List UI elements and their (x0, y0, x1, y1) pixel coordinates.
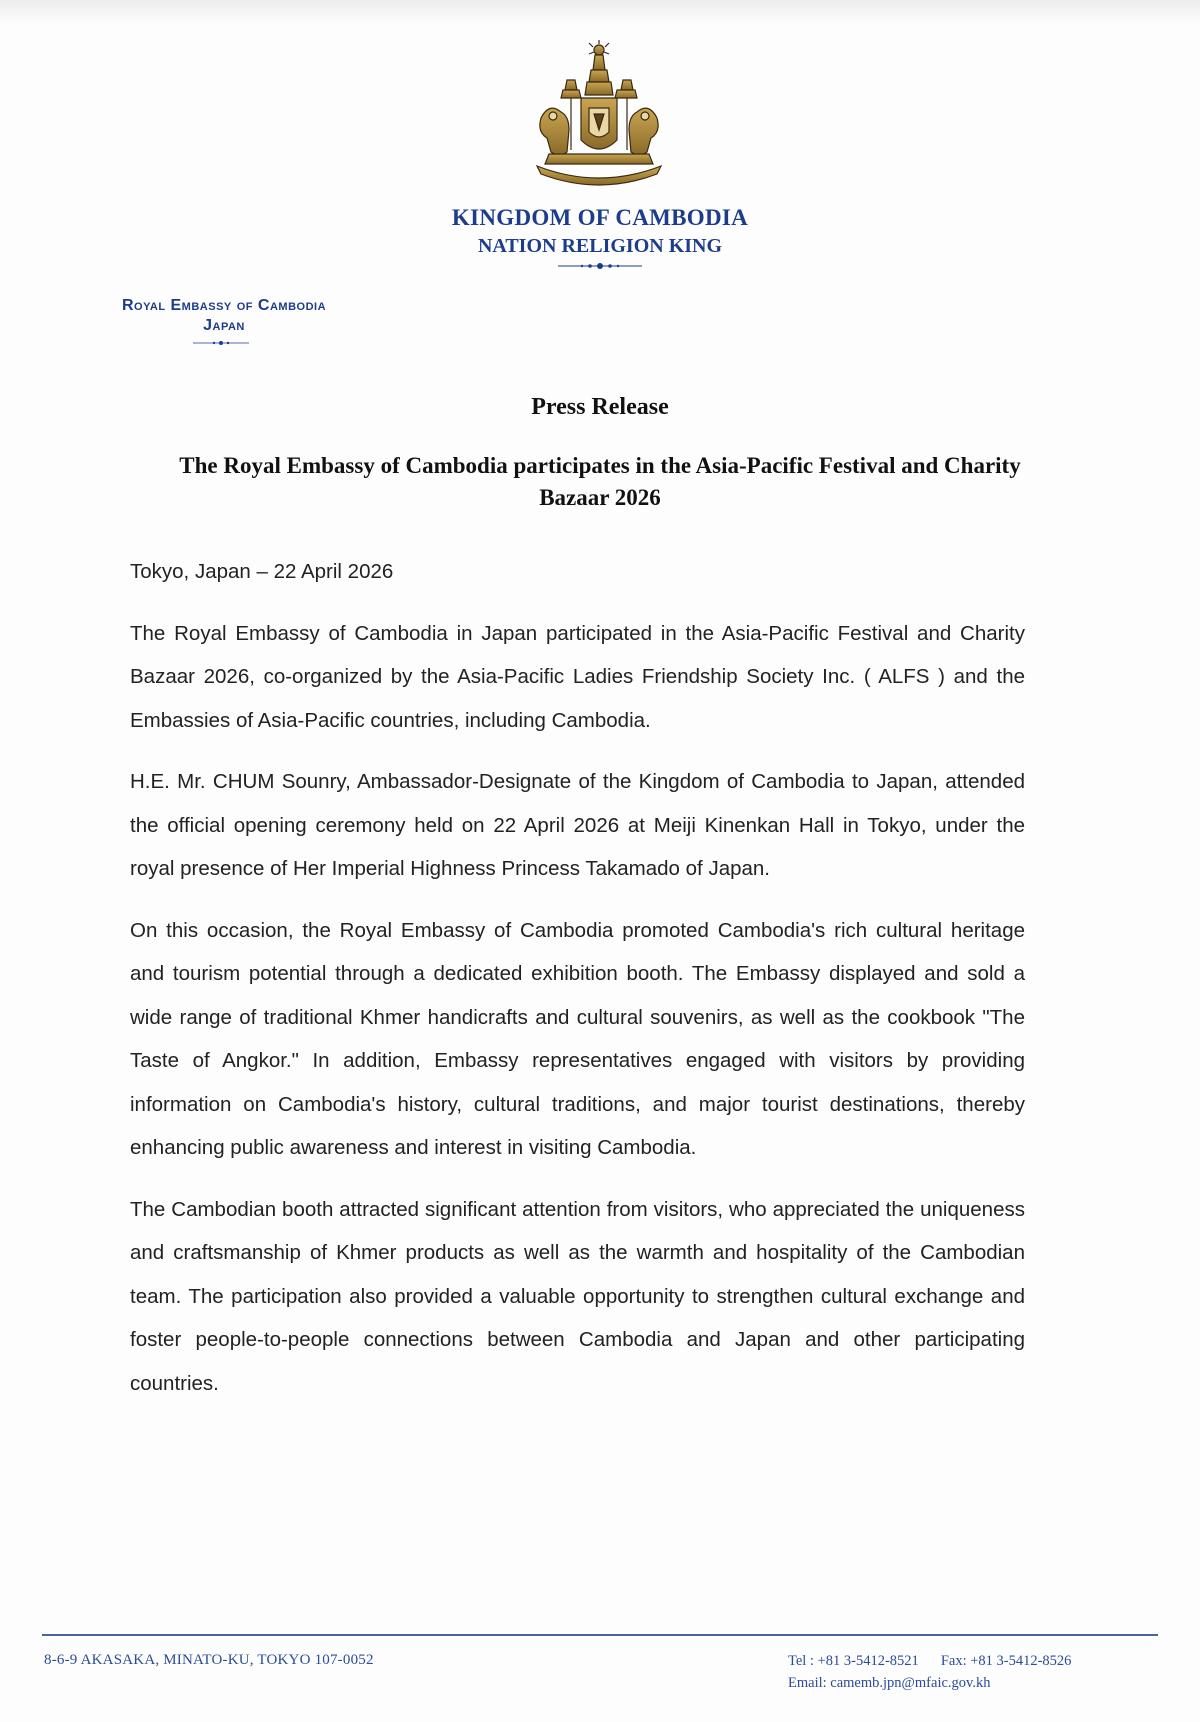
letterhead (0, 204, 1200, 258)
footer-address: 8-6-9 AKASAKA, MINATO-KU, TOKYO 107-0052 (44, 1652, 374, 1668)
ornament-divider-icon (558, 262, 642, 270)
press-body (130, 550, 1025, 1423)
document-title: Press Release (531, 394, 669, 420)
footer-phone-fax (788, 1650, 1160, 1672)
kingdom-title: KINGDOM OF CAMBODIA (451, 205, 749, 230)
press-headline: The Royal Embassy of Cambodia participates in the Asia-Pacific Festival and Charity Bazaar 2026 (179, 453, 1021, 510)
small-ornament-icon (193, 340, 249, 346)
paragraph: The Royal Embassy of Cambodia in Japan participated in the Asia-Pacific Festival and Charity Bazaar 2026, co-organized by the Asia-Pacific Ladies Friendship Society Inc. ( ALFS ) and the Embassies of Asia-Pacific countries, including Cambodia. (130, 621, 1025, 732)
paragraph: On this occasion, the Royal Embassy of Cambodia promoted Cambodia's rich cultural heritage and tourism potential through a dedicated exhibition booth. The Embassy displayed and sold a wide range of traditional Khmer handicrafts and cultural souvenirs, as well as the cookbook "The Taste of Angkor." In addition, Embassy representatives engaged with visitors by providing information on Cambodia's history, cultural traditions, and major tourist destinations, thereby enhancing public awareness and interest in visiting Cambodia. (130, 918, 1025, 1159)
footer-email: Email: camemb.jpn@mfaic.gov.kh (788, 1675, 991, 1691)
dateline: Tokyo, Japan – 22 April 2026 (130, 560, 394, 583)
footer-divider (42, 1634, 1158, 1636)
embassy-line-2: Japan (203, 317, 245, 334)
national-motto: NATION RELIGION KING (477, 235, 723, 257)
paragraph: H.E. Mr. CHUM Sounry, Ambassador-Designate of the Kingdom of Cambodia to Japan, attended the official opening ceremony held on 22 April 2026 at Meiji Kinenkan Hall in Tokyo, under the royal presence of Her Imperial Highness Princess Takamado of Japan. (130, 770, 1025, 880)
embassy-name (64, 296, 384, 336)
embassy-line-1: Royal Embassy of Cambodia (121, 297, 327, 314)
footer-contact (788, 1650, 1160, 1694)
scan-shadow (0, 0, 1200, 24)
footer-fax: Fax: +81 3-5412-8526 (940, 1653, 1072, 1669)
paragraph: The Cambodian booth attracted significant attention from visitors, who appreciated the uniqueness and craftsmanship of Khmer products as well as the warmth and hospitality of the Cambodian team. The participation also provided a valuable opportunity to strengthen cultural exchange and foster people-to-people connections between Cambodia and Japan and other participating countries. (130, 1197, 1025, 1395)
royal-coat-of-arms-icon (519, 40, 679, 195)
footer-tel: Tel : +81 3-5412-8521 (788, 1653, 919, 1669)
